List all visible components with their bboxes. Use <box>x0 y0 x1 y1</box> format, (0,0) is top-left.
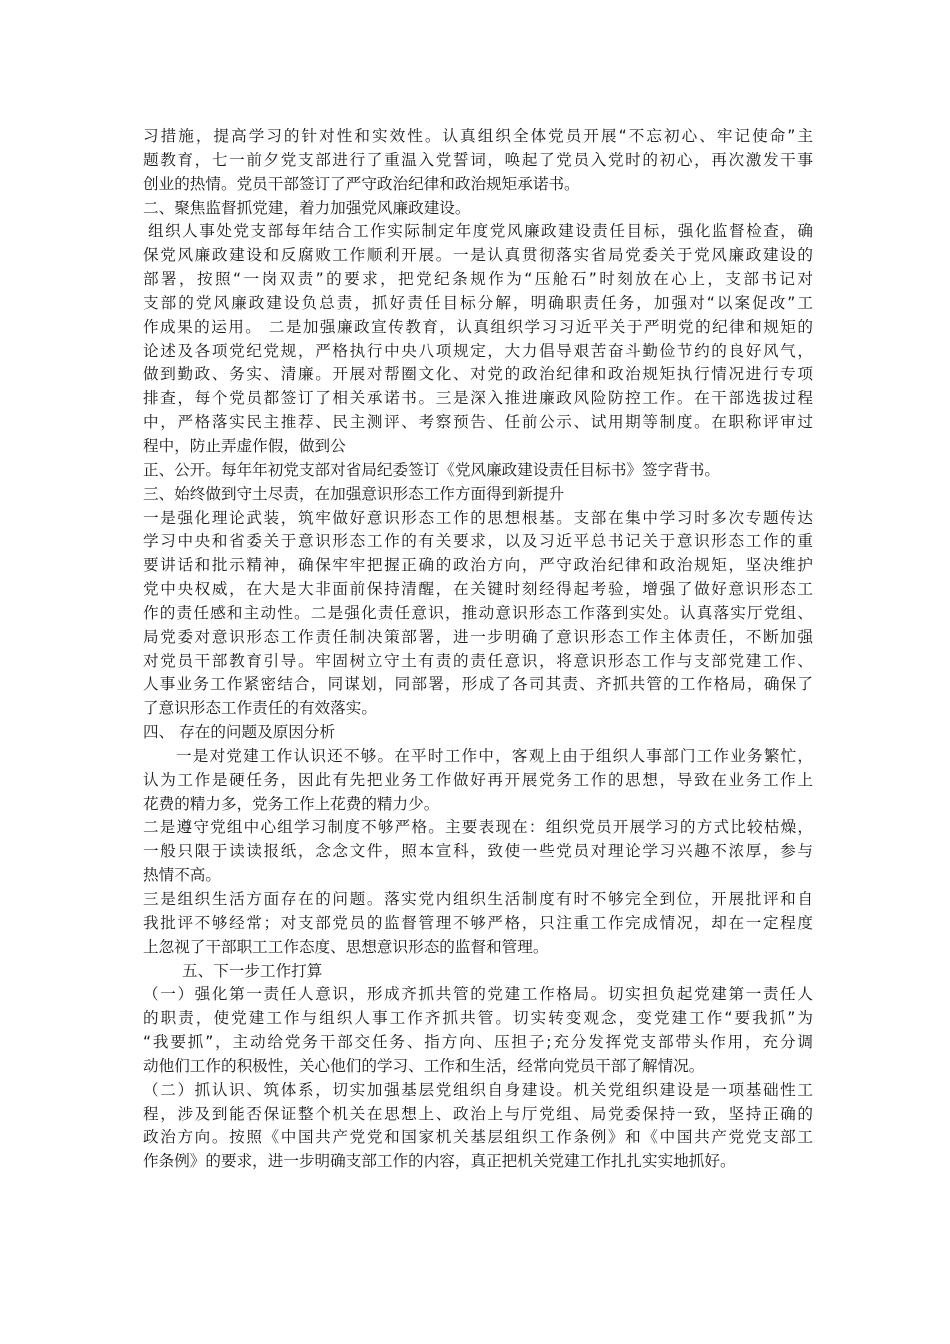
text-line: 排查，每个党员都签订了相关承诺书。三是深入推进廉政风险防控工作。在干部选拔过程 <box>143 389 815 408</box>
text-line: “我要抓”，主动给党务干部交任务、指方向、压担子;充分发挥党支部带头作用，充分调 <box>143 1033 815 1052</box>
text-line: 程中，防止弄虚作假，做到公 <box>143 436 346 455</box>
text-line: 正、公开。每年年初党支部对省局纪委签订《党风廉政建设责任目标书》签字背书。 <box>143 460 720 479</box>
text-line: 一般只限于读读报纸，念念文件，照本宣科，致使一些党员对理论学习兴趣不浓厚，参与 <box>143 842 815 861</box>
text-line: 一是对党建工作认识还不够。在平时工作中，客观上由于组织人事部门工作业务繁忙， <box>176 746 815 765</box>
text-line: 组织人事处党支部每年结合工作实际制定年度党风廉政建设责任目标，强化监督检查，确 <box>148 222 815 241</box>
text-line: 认为工作是硬任务，因此有先把业务工作做好再开展党务工作的思想，导致在业务工作上 <box>143 770 815 789</box>
text-line: 四、 存在的问题及原因分析 <box>143 723 336 742</box>
text-line: 我批评不够经常；对支部党员的监督管理不够严格，只注重工作完成情况，却在一定程度 <box>143 913 815 932</box>
text-line: 作成果的运用。 二是加强廉政宣传教育，认真组织学习习近平关于严明党的纪律和规矩的 <box>143 317 815 336</box>
text-line: 要讲话和批示精神，确保牢牢把握正确的政治方向，严守政治纪律和政治规矩，坚决维护 <box>143 556 815 575</box>
text-line: 保党风廉政建设和反腐败工作顺利开展。一是认真贯彻落实省局党委关于党风廉政建设的 <box>143 246 815 265</box>
text-line: 二、聚焦监督抓党建，着力加强党风廉政建设。 <box>143 198 471 217</box>
text-line: 对党员干部教育引导。牢固树立守土有责的责任意识，将意识形态工作与支部党建工作、 <box>143 651 815 670</box>
text-line: 论述及各项党纪党规，严格执行中央八项规定，大力倡导艰苦奋斗勤俭节约的良好风气， <box>143 341 815 360</box>
text-line: 三是组织生活方面存在的问题。落实党内组织生活制度有时不够完全到位，开展批评和自 <box>143 890 815 908</box>
text-line: 政治方向。按照《中国共产党党和国家机关基层组织工作条例》和《中国共产党党支部工 <box>143 1128 815 1147</box>
text-line: 一是强化理论武装，筑牢做好意识形态工作的思想根基。支部在集中学习时多次专题传达 <box>143 508 815 527</box>
text-line: 中，严格落实民主推荐、民主测评、考察预告、任前公示、试用期等制度。在职称评审过 <box>143 413 815 432</box>
text-line: 热情不高。 <box>143 866 221 885</box>
text-line: （一）强化第一责任人意识，形成齐抓共管的党建工作格局。切实担负起党建第一责任人 <box>143 985 815 1004</box>
text-line: 五、下一步工作打算 <box>182 961 323 980</box>
text-line: 习措施，提高学习的针对性和实效性。认真组织全体党员开展“不忘初心、牢记使命”主 <box>143 127 816 145</box>
text-line: 做到勤政、务实、清廉。开展对帮圈文化、对党的政治纪律和政治规矩执行情况进行专项 <box>143 365 815 384</box>
text-line: （二）抓认识、筑体系，切实加强基层党组织自身建设。机关党组织建设是一项基础性工 <box>143 1080 815 1099</box>
document-page <box>143 125 816 1174</box>
text-line: 花费的精力多，党务工作上花费的精力少。 <box>143 794 440 813</box>
text-line: 动他们工作的积极性，关心他们的学习、工作和生活，经常向党员干部了解情况。 <box>143 1056 705 1075</box>
text-line: 题教育，七一前夕党支部进行了重温入党誓词，唤起了党员入党时的初心，再次激发干事 <box>143 150 815 169</box>
text-line: 支部的党风廉政建设负总责，抓好责任目标分解，明确职责任务，加强对“以案促改”工 <box>143 293 816 312</box>
text-line: 部署，按照“一岗双责”的要求，把党纪条规作为“压舱石”时刻放在心上，支部书记对 <box>143 270 816 289</box>
text-line: 的职责，使党建工作与组织人事工作齐抓共管。切实转变观念，变党建工作“要我抓”为 <box>143 1009 816 1028</box>
text-line: 三、始终做到守土尽责，在加强意识形态工作方面得到新提升 <box>143 484 565 503</box>
text-line: 作条例》的要求，进一步明确支部工作的内容，真正把机关党建工作扎扎实实地抓好。 <box>143 1152 736 1171</box>
text-line: 局党委对意识形态工作责任制决策部署，进一步明确了意识形态工作主体责任，不断加强 <box>143 627 815 646</box>
text-line: 作的责任感和主动性。二是强化责任意识，推动意识形态工作落到实处。认真落实厅党组、 <box>143 603 815 622</box>
text-line: 创业的热情。党员干部签订了严守政治纪律和政治规矩承诺书。 <box>143 174 580 193</box>
text-line: 程，涉及到能否保证整个机关在思想上、政治上与厅党组、局党委保持一致，坚持正确的 <box>143 1104 815 1123</box>
text-line: 了意识形态工作责任的有效落实。 <box>143 699 377 718</box>
text-line: 学习中央和省委关于意识形态工作的有关要求，以及习近平总书记关于意识形态工作的重 <box>143 532 815 551</box>
text-line: 上忽视了干部职工工作态度、思想意识形态的监督和管理。 <box>143 937 549 956</box>
text-line: 人事业务工作紧密结合，同谋划，同部署，形成了各司其责、齐抓共管的工作格局，确保了 <box>143 675 815 694</box>
text-line: 党中央权威，在大是大非面前保持清醒，在关键时刻经得起考验，增强了做好意识形态工 <box>143 580 815 599</box>
text-line: 二是遵守党组中心组学习制度不够严格。主要表现在：组织党员开展学习的方式比较枯燥， <box>143 818 815 837</box>
